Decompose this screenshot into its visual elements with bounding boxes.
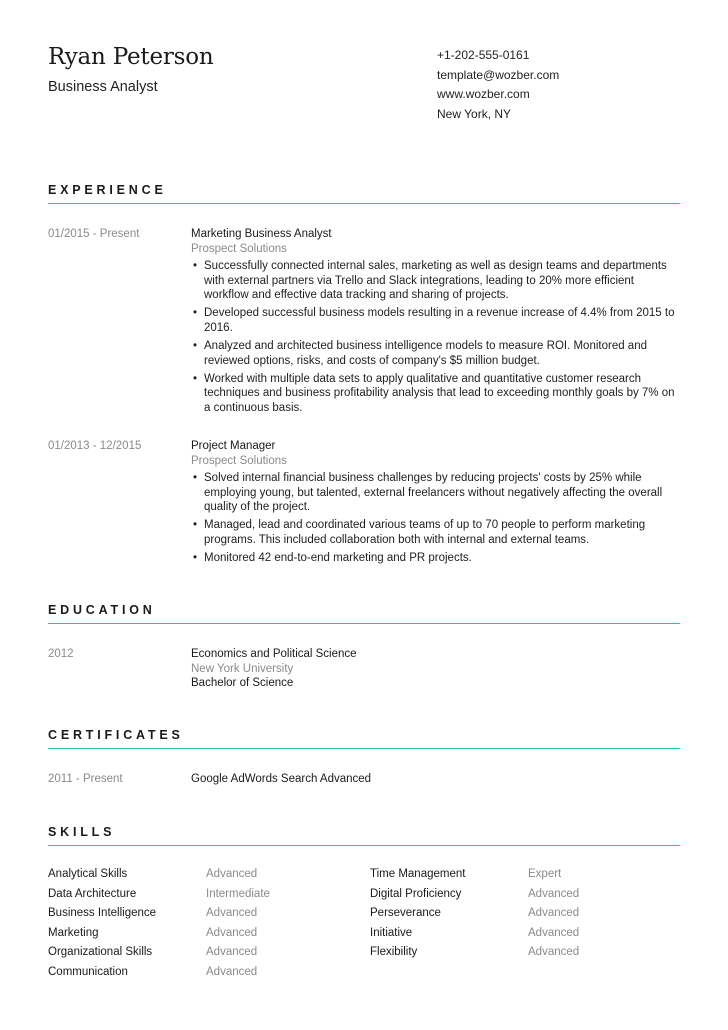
skill-name: Communication bbox=[48, 965, 128, 978]
job-bullets bbox=[191, 471, 681, 565]
education-entry bbox=[191, 647, 681, 691]
certificate-entry bbox=[191, 772, 681, 787]
job-company: Prospect Solutions bbox=[191, 242, 287, 255]
experience-divider bbox=[48, 203, 680, 204]
resume-name: Ryan Peterson bbox=[48, 44, 214, 70]
certificates-heading: CERTIFICATES bbox=[48, 728, 184, 742]
education-degree: Bachelor of Science bbox=[191, 677, 294, 690]
education-field: Economics and Political Science bbox=[191, 648, 357, 660]
resume-title: Business Analyst bbox=[48, 79, 158, 95]
certificates-divider bbox=[48, 748, 680, 749]
skill-level: Advanced bbox=[206, 868, 258, 880]
skill-name: Business Intelligence bbox=[48, 907, 157, 919]
contact-phone: +1-202-555-0161 bbox=[437, 48, 530, 62]
skill-name: Flexibility bbox=[370, 946, 418, 958]
job-bullet: • Managed, lead and coordinated various teams of up to 70 people to perform marketing programs. This included collaboration both with internal and external teams. bbox=[191, 518, 681, 547]
experience-heading: EXPERIENCE bbox=[48, 183, 167, 197]
contact-website: www.wozber.com bbox=[437, 87, 530, 102]
job-role: Marketing Business Analyst bbox=[191, 228, 332, 240]
skill-name: Digital Proficiency bbox=[370, 887, 462, 900]
job-role: Project Manager bbox=[191, 440, 276, 452]
experience-entry bbox=[191, 227, 681, 419]
certificate-name: Google AdWords Search Advanced bbox=[191, 773, 372, 785]
skill-level: Advanced bbox=[206, 965, 258, 978]
education-date: 2012 bbox=[48, 648, 74, 660]
skill-level: Advanced bbox=[206, 946, 258, 958]
job-bullet: • Analyzed and architected business intelligence models to measure ROI. Monitored and reviewed options, risks, and costs of company's $5 million budget. bbox=[191, 339, 681, 368]
skill-level: Advanced bbox=[528, 887, 580, 900]
skill-name: Organizational Skills bbox=[48, 946, 153, 958]
skill-level: Advanced bbox=[206, 907, 258, 919]
job-bullet: • Successfully connected internal sales, marketing as well as design teams and departments with external partners via Trello and Slack integrations, leading to 20% more efficient workflow and effective data tracking and sharing of projects. bbox=[191, 259, 681, 303]
skill-level: Advanced bbox=[206, 926, 258, 939]
contact-block bbox=[437, 47, 559, 126]
education-school: New York University bbox=[191, 662, 294, 675]
skill-name: Perseverance bbox=[370, 907, 441, 919]
skill-name: Analytical Skills bbox=[48, 868, 128, 880]
job-bullet: • Solved internal financial business challenges by reducing projects' costs by 25% while employing young, but talented, external freelancers without negatively affecting the overall quality of the project. bbox=[191, 471, 681, 515]
skill-level: Expert bbox=[528, 868, 562, 880]
experience-date: 01/2015 - Present bbox=[48, 228, 140, 240]
education-divider bbox=[48, 623, 680, 624]
skill-name: Marketing bbox=[48, 926, 99, 939]
job-company: Prospect Solutions bbox=[191, 454, 287, 467]
skill-name: Data Architecture bbox=[48, 887, 137, 900]
skills-heading: SKILLS bbox=[48, 825, 116, 839]
skill-name: Time Management bbox=[370, 868, 466, 880]
experience-date: 01/2013 - 12/2015 bbox=[48, 440, 142, 452]
skill-level: Advanced bbox=[528, 946, 580, 958]
contact-location: New York, NY bbox=[437, 107, 512, 122]
job-bullet: • Monitored 42 end-to-end marketing and PR projects. bbox=[191, 551, 681, 566]
skill-level: Intermediate bbox=[206, 887, 270, 900]
skill-name: Initiative bbox=[370, 926, 413, 939]
experience-entry bbox=[191, 439, 681, 569]
job-bullets bbox=[191, 259, 681, 415]
job-bullet: • Worked with multiple data sets to apply qualitative and quantitative customer research techniques and business profitability analysis that lead to exceeding monthly goals by 7% on a continuous basis. bbox=[191, 372, 681, 416]
certificate-date: 2011 - Present bbox=[48, 773, 123, 785]
job-bullet: • Developed successful business models resulting in a revenue increase of 4.4% from 2015 to 2016. bbox=[191, 306, 681, 335]
skill-level: Advanced bbox=[528, 907, 580, 919]
skills-divider bbox=[48, 845, 680, 846]
skill-level: Advanced bbox=[528, 926, 580, 939]
education-heading: EDUCATION bbox=[48, 603, 156, 617]
contact-email: template@wozber.com bbox=[437, 67, 560, 82]
